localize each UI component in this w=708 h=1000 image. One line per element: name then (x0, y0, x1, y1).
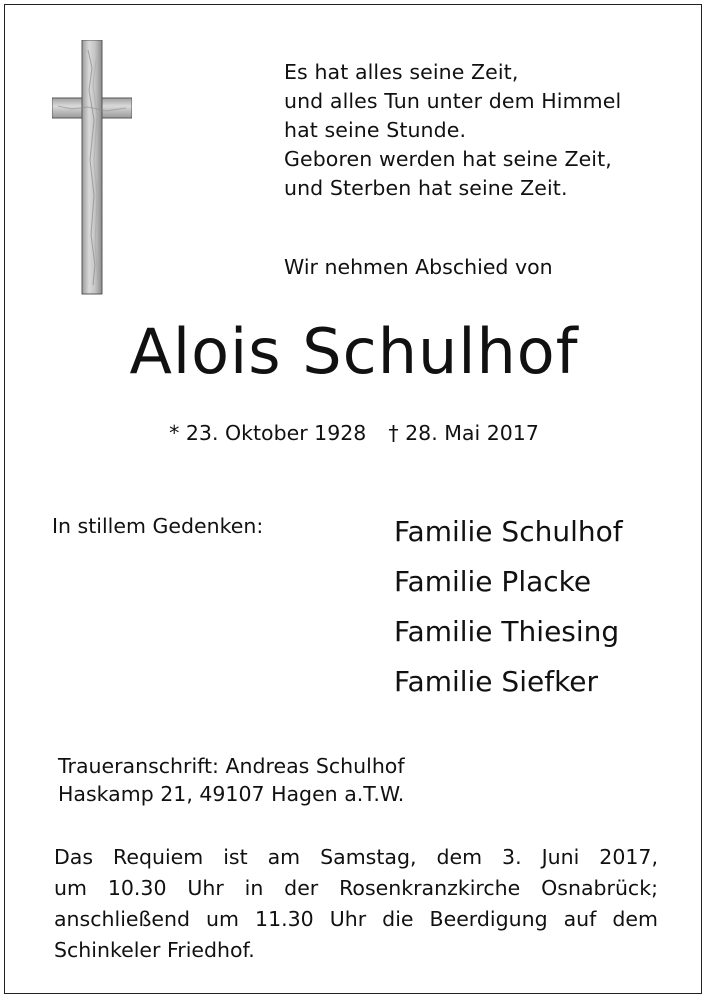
requiem-line: Schinkeler Friedhof. (54, 938, 255, 962)
deceased-name: Alois Schulhof (129, 315, 579, 388)
death-date: † 28. Mai 2017 (388, 421, 539, 445)
family-name: Familie Schulhof (394, 515, 623, 548)
memorial-label: In stillem Gedenken: (52, 514, 264, 538)
family-name: Familie Thiesing (394, 615, 620, 648)
family-name: Familie Placke (394, 565, 592, 598)
requiem-line: anschließend um 11.30 Uhr die Beerdigung auf dem (54, 907, 658, 931)
life-dates (0, 419, 708, 447)
stone-cross-icon (52, 40, 132, 295)
family-name: Familie Siefker (394, 665, 599, 698)
poem-line: und alles Tun unter dem Himmel (284, 89, 622, 113)
poem (284, 58, 684, 203)
address-line: Haskamp 21, 49107 Hagen a.T.W. (58, 782, 405, 806)
birth-date: * 23. Oktober 1928 (169, 421, 367, 445)
requiem-line: um 10.30 Uhr in der Rosenkranzkirche Osnabrück; (54, 876, 658, 900)
poem-line: und Sterben hat seine Zeit. (284, 176, 568, 200)
poem-line: Es hat alles seine Zeit, (284, 60, 519, 84)
poem-line: hat seine Stunde. (284, 118, 467, 142)
family-list (394, 507, 623, 707)
requiem-info (54, 842, 658, 966)
farewell-line: Wir nehmen Abschied von (284, 255, 553, 279)
address-line: Traueranschrift: Andreas Schulhof (58, 754, 405, 778)
requiem-line: Das Requiem ist am Samstag, dem 3. Juni 2017, (54, 845, 658, 869)
mourning-address (58, 752, 405, 808)
poem-line: Geboren werden hat seine Zeit, (284, 147, 612, 171)
